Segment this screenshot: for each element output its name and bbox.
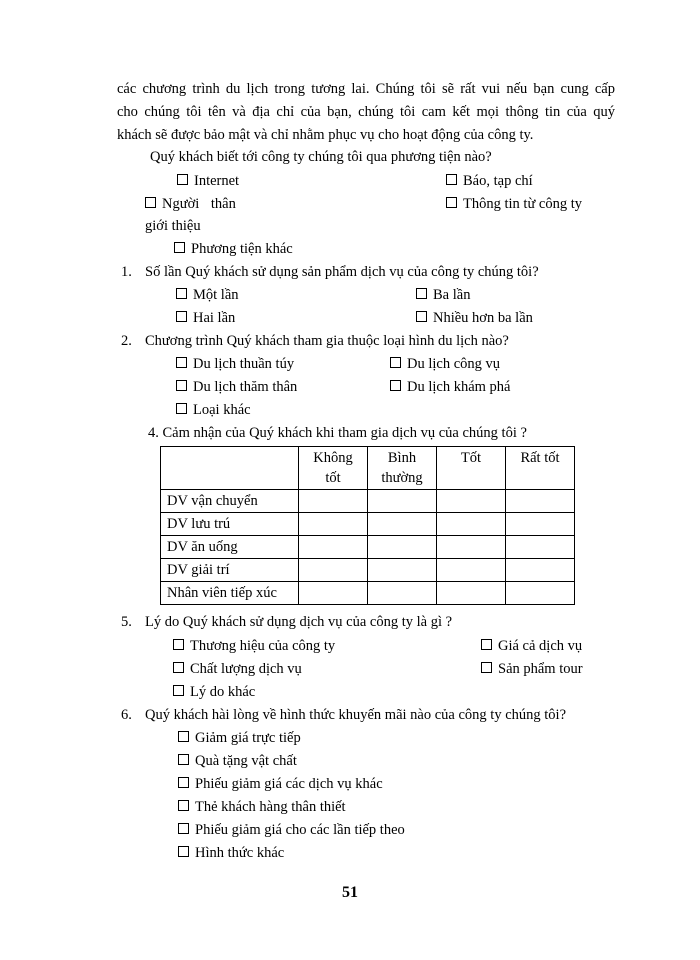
option-business-travel[interactable]: Du lịch công vụ	[390, 355, 500, 373]
table-row	[161, 513, 575, 536]
checkbox-icon[interactable]	[174, 242, 185, 253]
checkbox-icon[interactable]	[178, 846, 189, 857]
option-exploration[interactable]: Du lịch khám phá	[390, 378, 511, 396]
checkbox-icon[interactable]	[178, 823, 189, 834]
rating-cell[interactable]	[506, 559, 575, 582]
checkbox-icon[interactable]	[178, 731, 189, 742]
checkbox-icon[interactable]	[176, 380, 187, 391]
row-label: DV lưu trú	[161, 513, 299, 536]
checkbox-icon[interactable]	[416, 288, 427, 299]
rating-cell[interactable]	[368, 490, 437, 513]
checkbox-icon[interactable]	[176, 357, 187, 368]
rating-cell[interactable]	[299, 513, 368, 536]
option-voucher-other-services[interactable]: Phiếu giảm giá các dịch vụ khác	[178, 775, 383, 793]
question-reason: Lý do Quý khách sử dụng dịch vụ của công ty là gì ?	[145, 614, 453, 630]
option-other-promotion[interactable]: Hình thức khác	[178, 844, 284, 862]
row-label: Nhân viên tiếp xúc	[161, 582, 299, 605]
page-number: 51	[342, 884, 358, 901]
rating-cell[interactable]	[437, 513, 506, 536]
row-label: DV giải trí	[161, 559, 299, 582]
checkbox-icon[interactable]	[173, 662, 184, 673]
intro-paragraph	[117, 78, 615, 147]
question-number: 6.	[121, 707, 132, 723]
option-newspaper[interactable]: Báo, tạp chí	[446, 172, 533, 190]
rating-cell[interactable]	[368, 536, 437, 559]
option-price[interactable]: Giá cả dịch vụ	[481, 637, 582, 655]
checkbox-icon[interactable]	[390, 357, 401, 368]
checkbox-icon[interactable]	[178, 777, 189, 788]
option-relatives[interactable]: Người thân	[145, 195, 236, 213]
rating-cell[interactable]	[299, 536, 368, 559]
rating-cell[interactable]	[368, 559, 437, 582]
header-average: Bình thường	[368, 447, 437, 490]
service-rating-table	[160, 446, 575, 605]
checkbox-icon[interactable]	[446, 174, 457, 185]
table-row	[161, 536, 575, 559]
checkbox-icon[interactable]	[176, 311, 187, 322]
rating-cell[interactable]	[437, 536, 506, 559]
checkbox-icon[interactable]	[178, 800, 189, 811]
rating-cell[interactable]	[368, 513, 437, 536]
rating-cell[interactable]	[506, 490, 575, 513]
table-header-row	[161, 447, 575, 490]
checkbox-icon[interactable]	[178, 754, 189, 765]
rating-cell[interactable]	[506, 536, 575, 559]
rating-cell[interactable]	[437, 490, 506, 513]
rating-cell[interactable]	[506, 513, 575, 536]
checkbox-icon[interactable]	[173, 639, 184, 650]
rating-cell[interactable]	[299, 582, 368, 605]
rating-cell[interactable]	[437, 559, 506, 582]
intro-line: khách sẽ được bảo mật và chỉ nhằm phục vụ cho hoạt động của công ty.	[117, 127, 534, 143]
rating-cell[interactable]	[506, 582, 575, 605]
rating-cell[interactable]	[437, 582, 506, 605]
header-not-good: Không tốt	[299, 447, 368, 490]
option-more-than-three[interactable]: Nhiều hơn ba lần	[416, 309, 533, 327]
checkbox-icon[interactable]	[176, 288, 187, 299]
intro-line: cho chúng tôi tên và địa chỉ của bạn, chúng tôi cam kết mọi thông tin của quý	[117, 104, 615, 120]
option-visit-relatives[interactable]: Du lịch thăm thân	[176, 378, 297, 396]
option-internet[interactable]: Internet	[177, 172, 239, 190]
question-promotion: Quý khách hài lòng về hình thức khuyến mãi nào của công ty chúng tôi?	[145, 707, 567, 723]
intro-line: các chương trình du lịch trong tương lai. Chúng tôi sẽ rất vui nếu bạn cung cấp	[117, 81, 615, 97]
option-gifts[interactable]: Quà tặng vật chất	[178, 752, 297, 770]
option-brand[interactable]: Thương hiệu của công ty	[173, 637, 335, 655]
row-label: DV vận chuyển	[161, 490, 299, 513]
checkbox-icon[interactable]	[390, 380, 401, 391]
table-corner-cell	[161, 447, 299, 490]
checkbox-icon[interactable]	[145, 197, 156, 208]
checkbox-icon[interactable]	[481, 639, 492, 650]
option-other-reason[interactable]: Lý do khác	[173, 683, 255, 701]
checkbox-icon[interactable]	[446, 197, 457, 208]
option-pure-tourism[interactable]: Du lịch thuần túy	[176, 355, 294, 373]
header-good: Tốt	[437, 447, 506, 490]
rating-cell[interactable]	[299, 490, 368, 513]
option-continuation: giới thiệu	[145, 218, 201, 234]
checkbox-icon[interactable]	[177, 174, 188, 185]
question-usage-count: Số lần Quý khách sử dụng sản phẩm dịch vụ của công ty chúng tôi?	[145, 264, 539, 280]
option-other-type[interactable]: Loại khác	[176, 401, 251, 419]
option-quality[interactable]: Chất lượng dịch vụ	[173, 660, 302, 678]
question-tour-type: Chương trình Quý khách tham gia thuộc loại hình du lịch nào?	[145, 333, 509, 349]
header-very-good: Rất tốt	[506, 447, 575, 490]
option-voucher-next-time[interactable]: Phiếu giảm giá cho các lần tiếp theo	[178, 821, 405, 839]
option-company-info[interactable]: Thông tin từ công ty	[446, 195, 582, 213]
table-row	[161, 559, 575, 582]
checkbox-icon[interactable]	[481, 662, 492, 673]
question-number: 5.	[121, 614, 132, 630]
row-label: DV ăn uống	[161, 536, 299, 559]
rating-cell[interactable]	[299, 559, 368, 582]
option-once[interactable]: Một lần	[176, 286, 239, 304]
rating-cell[interactable]	[368, 582, 437, 605]
table-row	[161, 490, 575, 513]
checkbox-icon[interactable]	[173, 685, 184, 696]
option-three-times[interactable]: Ba lần	[416, 286, 470, 304]
option-twice[interactable]: Hai lần	[176, 309, 235, 327]
question-service-rating: 4. Cảm nhận của Quý khách khi tham gia dịch vụ của chúng tôi ?	[148, 425, 527, 441]
question-number: 1.	[121, 264, 132, 280]
checkbox-icon[interactable]	[176, 403, 187, 414]
option-loyalty-card[interactable]: Thẻ khách hàng thân thiết	[178, 798, 346, 816]
question-source: Quý khách biết tới công ty chúng tôi qua phương tiện nào?	[150, 149, 492, 165]
table-row	[161, 582, 575, 605]
option-direct-discount[interactable]: Giảm giá trực tiếp	[178, 729, 301, 747]
checkbox-icon[interactable]	[416, 311, 427, 322]
option-tour-product[interactable]: Sản phẩm tour	[481, 660, 583, 678]
option-other-media[interactable]: Phương tiện khác	[174, 240, 293, 258]
question-number: 2.	[121, 333, 132, 349]
